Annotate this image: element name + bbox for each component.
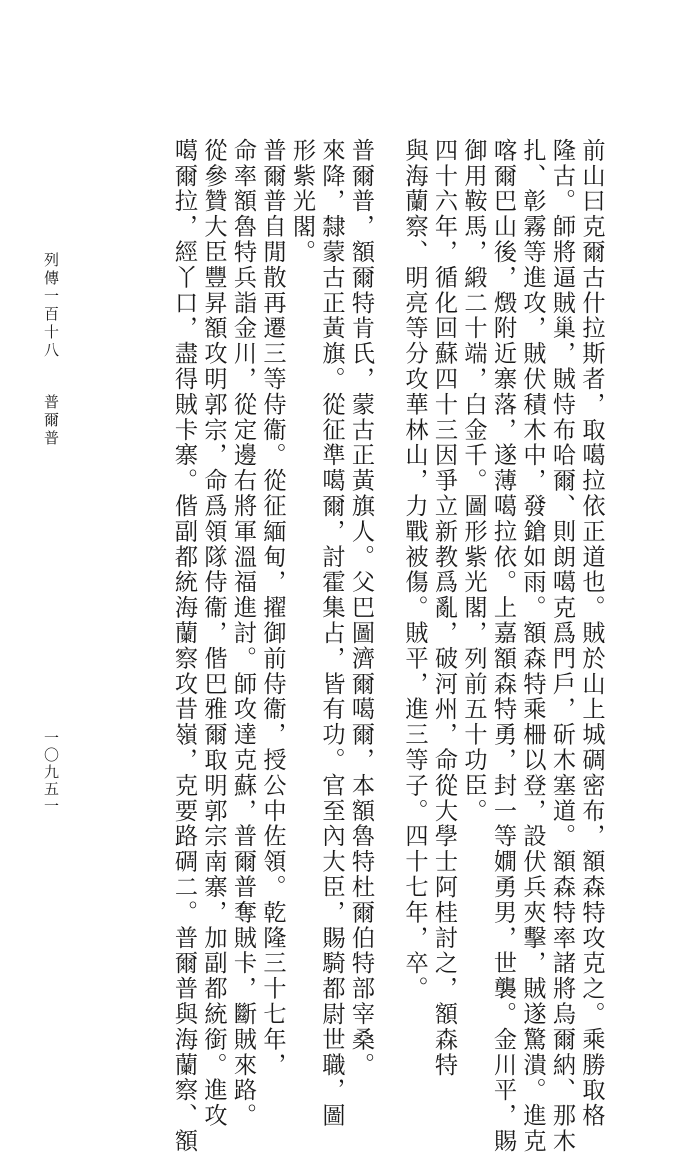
chapter-title: 列傳一百十八 — [42, 252, 60, 360]
text-column: 從參贊大臣豐昇額攻明郭宗，命爲領隊侍衞，偕巴雅爾取明郭宗南寨，加副都統銜。進攻 — [200, 138, 227, 1129]
text-column: 來降，隸蒙古正黃旗。從征準噶爾，討霍集占，皆有功。官至內大臣，賜騎都尉世職，圖 — [318, 138, 345, 1129]
biography-subject: 普爾普 — [42, 394, 60, 448]
text-column: 前山曰克爾古什拉斯者，取噶拉依正道也。賊於山上城碉密布，額森特攻克之。乘勝取格 — [578, 138, 605, 1129]
text-column: 形紫光閣。 — [288, 138, 316, 265]
main-text — [169, 138, 606, 1154]
text-column: 喀爾巴山後，燬附近寨落，遂薄噶拉依。上嘉額森特勇，封一等嫺勇男，世襲。金川平，賜 — [489, 138, 517, 1154]
text-column: 命率額魯特兵詣金川，從定邊右將軍溫福進討。師攻達克蘇，普爾普奪賊卡，斷賊來路。 — [229, 138, 257, 1129]
text-column: 普爾普自閒散再遷三等侍衞。從征緬甸，擢御前侍衞，授公中佐領。乾隆三十七年， — [259, 138, 286, 1078]
column-spacer — [376, 138, 400, 838]
text-column: 普爾普，額爾特肯氏，蒙古正黃旗人。父巴圖濟爾噶爾，本額魯特杜爾伯特部宰桑。 — [347, 138, 375, 1078]
text-column: 御用鞍馬，緞二十端，白金千。圖形紫光閣，列前五十功臣。 — [460, 138, 487, 824]
text-column: 四十六年，循化回蘇四十三因爭立新教爲亂，破河州，命從大學士阿桂討之，額森特 — [430, 138, 458, 1078]
page-number: 一〇九五一 — [42, 730, 60, 815]
text-column: 噶爾拉，經丫口，盡得賊卡寨。偕副都統海蘭察攻昔嶺，克要路碉二。普爾普與海蘭察、額 — [170, 138, 198, 1154]
text-column: 隆古。師將逼賊巢，賊恃布哈爾、則朗噶克爲門戶，斫木塞道。額森特率諸將烏爾納、那木 — [548, 138, 576, 1154]
text-column: 與海蘭察、明亮等分攻華林山，力戰被傷。賊平，進三等子。四十七年，卒。 — [401, 138, 428, 1002]
text-column: 扎、彰霧等進攻，賊伏積木中，發鎗如雨。額森特乘柵以登，設伏兵夾擊，賊遂驚潰。進克 — [519, 138, 546, 1154]
running-header — [42, 252, 60, 448]
